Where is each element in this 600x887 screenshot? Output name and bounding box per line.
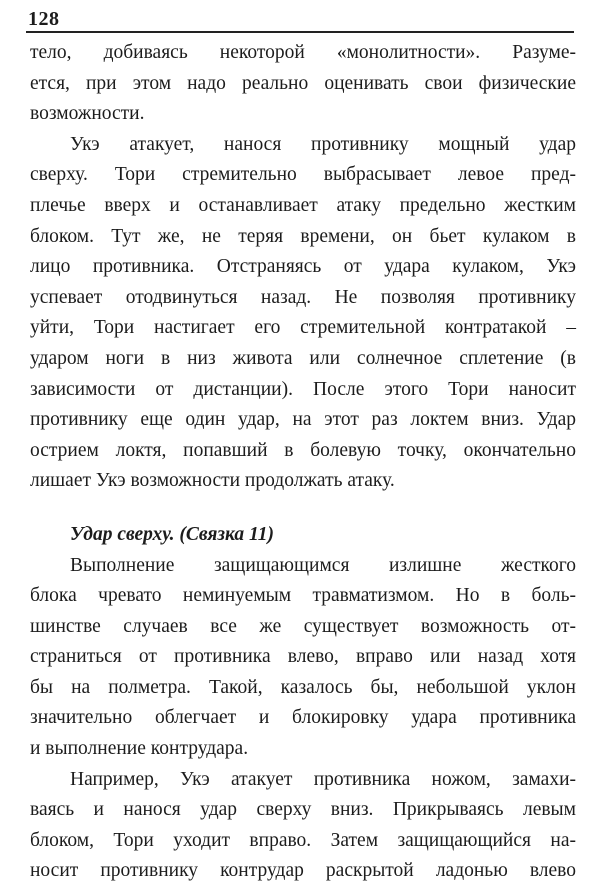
text-line: и выполнение контрудара. <box>30 738 249 760</box>
page-header <box>26 4 574 34</box>
text-line: сверху. Тори стремительно выбрасывает левое пред- <box>30 164 576 186</box>
section-paragraph-2 <box>30 765 576 887</box>
text-line: носит противнику контрудар раскрытой ладонью влево <box>30 860 576 882</box>
text-line: бы на полметра. Такой, казалось бы, небольшой уклон <box>30 676 576 698</box>
text-line: успевает отодвинуться назад. Не позволяя противнику <box>30 286 576 308</box>
text-line: плечье вверх и останавливает атаку предельно жестким <box>30 194 576 216</box>
text-line: Например, Укэ атакует противника ножом, замахи- <box>70 768 576 790</box>
text-line: уйти, Тори настигает его стремительной контратакой – <box>30 317 576 339</box>
text-line: лицо противника. Отстраняясь от удара кулаком, Укэ <box>30 256 576 278</box>
header-rule <box>26 31 574 33</box>
text-line: ударом ноги в низ живота или солнечное сплетение (в <box>30 347 576 369</box>
text-line: тело, добиваясь некоторой «монолитности». Разуме- <box>30 42 576 63</box>
paragraph-1 <box>30 38 576 130</box>
text-line: Выполнение защищающимся излишне жесткого <box>70 554 576 576</box>
text-line: ваясь и нанося удар сверху вниз. Прикрываясь левым <box>30 799 576 821</box>
text-line: шинстве случаев все же существует возможность от- <box>30 615 576 637</box>
text-line: острием локтя, попавший в болевую точку, окончательно <box>30 439 576 461</box>
section-paragraph-1 <box>30 551 576 765</box>
page-number: 128 <box>28 8 60 30</box>
text-line: блока чревато неминуемым травматизмом. Но в боль- <box>30 585 576 607</box>
text-line: Укэ атакует, нанося противнику мощный удар <box>70 133 576 155</box>
text-line: блоком, Тори уходит вправо. Затем защищающийся на- <box>30 829 576 851</box>
text-line: значительно облегчает и блокировку удара противника <box>30 707 576 729</box>
text-line: блоком. Тут же, не теряя времени, он бьет кулаком в <box>30 225 576 247</box>
paragraph-2 <box>30 130 576 497</box>
text-line: ется, при этом надо реально оценивать свои физические <box>30 72 576 94</box>
text-line: противнику еще один удар, на этот раз локтем вниз. Удар <box>30 409 576 431</box>
text-line: страниться от противника влево, вправо или назад хотя <box>30 646 576 668</box>
section-gap <box>30 497 576 520</box>
text-line: зависимости от дистанции). После этого Тори наносит <box>30 378 576 400</box>
body-text <box>30 38 576 887</box>
text-line: возможности. <box>30 103 145 125</box>
section-heading: Удар сверху. (Связка 11) <box>70 523 274 545</box>
text-line: лишает Укэ возможности продолжать атаку. <box>30 470 395 492</box>
